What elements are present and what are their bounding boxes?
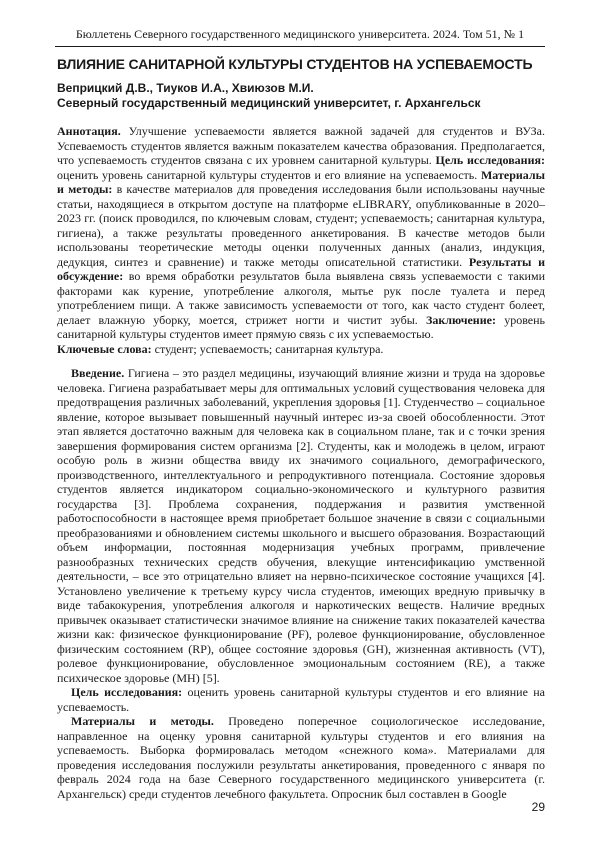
article-title: ВЛИЯНИЕ САНИТАРНОЙ КУЛЬТУРЫ СТУДЕНТОВ НА УСПЕВАЕМОСТЬ [57,56,533,72]
article-authors: Веприцкий Д.В., Тиуков И.А., Хвиюзов М.И. [57,81,314,95]
annotation-text: Улучшение успеваемости является важной задачей для студентов и ВУЗа. Успеваемость студентов является важным показателем качества образования. Предполагается, что успеваемость студентов связана с их уровнем санитарной культуры. [57,124,545,167]
keywords-label: Ключевые слова: [57,341,152,356]
abstract [57,124,545,356]
annotation-label: Аннотация. [57,124,121,138]
abstract-conclusion-text: уровень санитарной культуры студентов имеет прямую связь с их успеваемостью. [57,312,546,341]
goal-label: Цель исследования: [71,685,183,699]
header-divider [55,46,545,47]
abstract-paragraph [57,124,545,342]
introduction-label: Введение. [71,366,125,380]
methods-label: Материалы и методы. [71,714,214,728]
abstract-goal-label: Цель исследования: [435,153,545,167]
methods-text: Проведено поперечное социологическое исследование, направленное на оценку уровня санитарной культуры студентов и его влияния на успеваемость. Выборка формировалась методом «снежного кома». Материалами для проведения исследования послужили результаты анкетирования, проведенного с января по февраль 2024 года на базе Северного государственного медицинского университета (г. Архангельск) среди студентов лечебного факультета. Опросник был составлен в Google [57,714,545,801]
introduction-paragraph [57,366,545,685]
keywords-text: студент; успеваемость; санитарная культура. [154,341,384,356]
running-header: Бюллетень Северного государственного медицинского университета. 2024. Том 51, № 1 [75,27,525,41]
goal-text: оценить уровень санитарной культуры студентов и его влияние на успеваемость. [57,685,546,714]
abstract-results-text: во время обработки результатов была выявлена связь успеваемости с такими факторами как курение, употребление алкоголя, мытье рук после туалета и перед употреблением пищи. А также зависимость успеваемости от того, как часто студент болеет, делает влажную уборку, моется, стрижет ногти и чистит зубы. [57,269,545,327]
methods-paragraph [57,714,545,801]
abstract-results-label: Результаты и обсуждение: [57,254,545,283]
abstract-conclusion-label: Заключение: [426,312,496,327]
article-body [57,366,545,801]
abstract-methods-text: в качестве материалов для проведения исследования были использованы научные статьи, находящиеся в открытом доступе на платформе eLIBRARY, опубликованные в 2020–2023 гг. (поиск проводился, по ключевым словам, студент; успеваемость; санитарная культура, гигиена), а также результаты проведенного анкетирования. В качестве методов были использованы теоретические методы оценки полученных данных (анализ, индукция, дедукция, синтез и сравнение) и также методы описательной статистики. [57,182,545,269]
abstract-goal-text: оценить уровень санитарной культуры студентов и его влияние на успеваемость. [57,167,478,182]
introduction-text: Гигиена – это раздел медицины, изучающий влияние жизни и труда на здоровье человека. Гигиена разрабатывает меры для оптимальных условий существования человека для предотвращения различных заболеваний, укрепления здоровья [1]. Студенчество – социальное явление, которое вызывает повышенный научный интерес из-за своей обособленности. Этот этап является достаточно важным для человека как в социальном плане, так и с точки зрения завершения формирования систем организма [2]. Студенты, как и молодежь в целом, играют особую роль в жизни общества ввиду их значимого социального, демографического, производственного, интеллектуального и репродуктивного потенциала. Состояние здоровья студентов является индикатором социально-экономического и культурного развития государства [3]. Проблема сохранения, поддержания и развития умственной работоспособности в настоящее время приобретает большое значение в связи с социальными преобразованиями и обновлением системы школьного и высшего образования. Возрастающий объем информации, постоянная модернизация учебных программ, привлечение разнообразных технических средств обучения, влекущие интенсификацию умственной деятельности, – все это отрицательно влияет на нервно-психическое состояние учащихся [4]. Установлено увеличение к третьему курсу числа студентов, имеющих вредную привычку в виде табакокурения, употребления алкоголя и наркотических веществ. Наличие вредных привычек оказывает статистически значимое влияние на снижение таких показателей качества жизни как: физическое функционирование (PF), ролевое функционирование, обусловленное физическим состоянием (RP), общее состояние здоровья (GH), жизненная активность (VT), ролевое функционирование, обусловленное эмоциональным состоянием (RE), а также психическое здоровье (MH) [5]. [57,366,546,685]
goal-paragraph [57,685,545,714]
author-affiliation: Северный государственный медицинский университет, г. Архангельск [57,96,481,110]
page-number: 29 [531,800,545,814]
abstract-methods-label: Материалы и методы: [57,167,545,196]
keywords-paragraph [57,342,545,357]
